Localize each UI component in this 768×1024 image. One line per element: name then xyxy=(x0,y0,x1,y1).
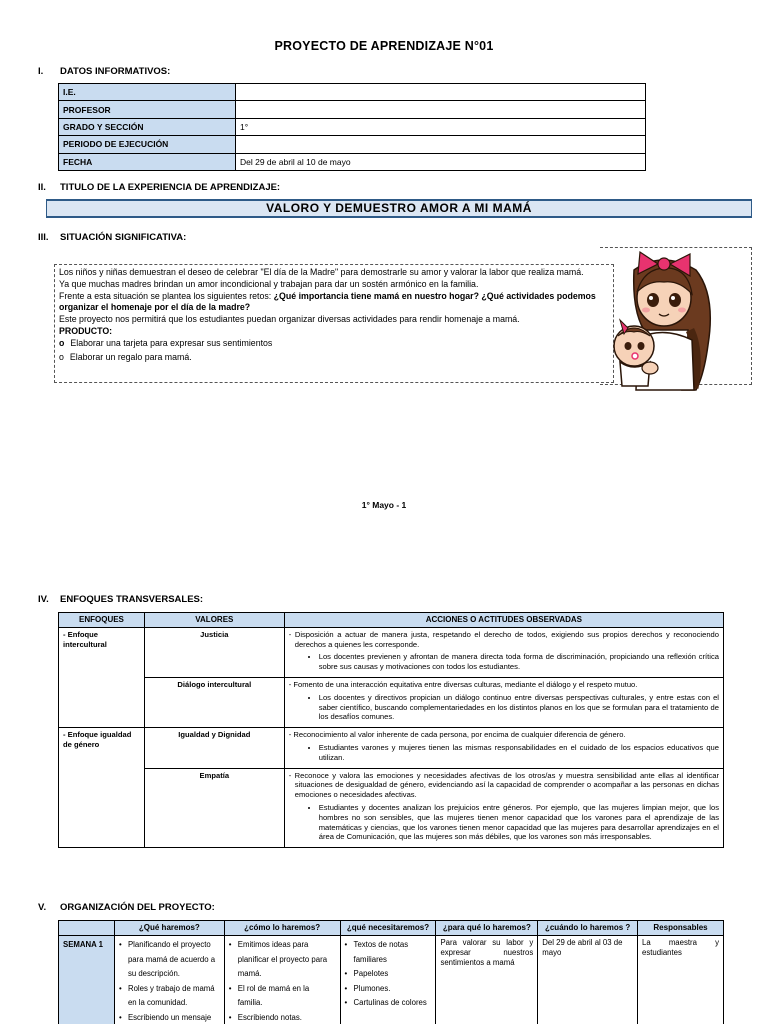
action-bullet: • Estudiantes varones y mujeres tienen las mismas responsabilidades en el cuidado de los espacios educativos que utilizan. xyxy=(319,743,719,763)
section-number: I. xyxy=(38,66,44,77)
list-item: • Roles y trabajo de mamá en la comunidad. xyxy=(119,982,220,1011)
info-row xyxy=(59,153,646,170)
page-marker: 1° Mayo - 1 xyxy=(361,500,407,510)
action-lead: - Disposición a actuar de manera justa, respetando el derecho de todos, exigiendo sus propios derechos y reconociendo derechos a quienes les corresponde. xyxy=(288,629,719,649)
column-header: ENFOQUES xyxy=(59,613,145,628)
info-label: PROFESOR xyxy=(59,101,236,118)
product-item xyxy=(59,338,609,349)
situation-paragraph: Ya que muchas madres brindan un amor incondicional y trabajan para dar un sostén armónico en la familia. xyxy=(59,279,479,289)
table-row xyxy=(59,936,724,1024)
document-title: PROYECTO DE APRENDIZAJE N°01 xyxy=(274,39,494,53)
organizacion-table xyxy=(58,920,724,1024)
list-item: • Emitimos ideas para planificar el proyecto para mamá. xyxy=(229,938,336,982)
table-row xyxy=(59,627,724,677)
table-header-row xyxy=(59,613,724,628)
mother-and-baby-illustration xyxy=(604,250,736,392)
column-header: ¿para qué lo haremos? xyxy=(436,921,538,936)
situation-challenge xyxy=(59,291,609,313)
valor-cell: Empatía xyxy=(144,768,284,848)
acciones-cell xyxy=(284,627,723,677)
info-value xyxy=(236,101,646,118)
section-label: ORGANIZACIÓN DEL PROYECTO: xyxy=(60,902,215,913)
product-bullet: o xyxy=(59,338,65,348)
enfoques-table xyxy=(58,612,724,848)
situation-paragraph: Los niños y niñas demuestran el deseo de celebrar "El día de la Madre" para demostrarle su amor y valorar la labor que realiza mamá. xyxy=(59,267,584,277)
list-item: • Planificando el proyecto para mamá de acuerdo a su descripción. xyxy=(119,938,220,982)
column-header: ACCIONES O ACTITUDES OBSERVADAS xyxy=(284,613,723,628)
valor-cell: Justicia xyxy=(144,627,284,677)
list-item: • Cartulinas de colores xyxy=(345,996,432,1011)
enfoque-cell: - Enfoque intercultural xyxy=(59,627,145,727)
section-label: TITULO DE LA EXPERIENCIA DE APRENDIZAJE: xyxy=(60,182,281,193)
product-bullet: o xyxy=(59,352,64,362)
acciones-cell xyxy=(284,677,723,727)
info-label: FECHA xyxy=(59,153,236,170)
necesitaremos-cell xyxy=(340,936,436,1024)
table-row xyxy=(59,677,724,727)
valor-cell: Diálogo intercultural xyxy=(144,677,284,727)
info-label: PERIODO DE EJECUCIÓN xyxy=(59,136,236,153)
product-item xyxy=(59,352,609,363)
table-row xyxy=(59,728,724,768)
section-label: SITUACIÓN SIGNIFICATIVA: xyxy=(60,232,187,243)
enfoque-cell: - Enfoque igualdad de género xyxy=(59,728,145,848)
valor-cell: Igualdad y Dignidad xyxy=(144,728,284,768)
acciones-cell xyxy=(284,728,723,768)
column-header: ¿cuándo lo haremos ? xyxy=(538,921,638,936)
info-value: Del 29 de abril al 10 de mayo xyxy=(236,153,646,170)
info-row xyxy=(59,101,646,118)
product-text: Elaborar un regalo para mamá. xyxy=(69,352,192,362)
acciones-cell xyxy=(284,768,723,848)
section-number: III. xyxy=(38,232,49,243)
que-cell xyxy=(114,936,224,1024)
list-item: • El rol de mamá en la familia. xyxy=(229,982,336,1011)
section-number: V. xyxy=(38,902,47,913)
info-row xyxy=(59,84,646,101)
list-item: • Escribiendo un mensaje xyxy=(119,1011,220,1024)
column-header xyxy=(59,921,115,936)
semana-cell: SEMANA 1 xyxy=(59,936,115,1024)
product-label: PRODUCTO: xyxy=(59,326,113,336)
info-value xyxy=(236,84,646,101)
challenge-lead: Frente a esta situación se plantea los siguientes retos: xyxy=(59,291,274,301)
column-header: ¿cómo lo haremos? xyxy=(224,921,340,936)
section-heading-organizacion xyxy=(38,902,215,913)
action-bullet: • Los docentes previenen y afrontan de manera directa toda forma de discriminación, propiciando una reflexión crítica sobre sus causas y motivaciones con todos los estudiantes. xyxy=(319,652,719,672)
info-value xyxy=(236,136,646,153)
list-item: • Textos de notas familiares xyxy=(345,938,432,967)
section-heading-datos xyxy=(38,66,170,77)
section-heading-situacion xyxy=(38,232,186,243)
responsables-cell: La maestra y estudiantes xyxy=(638,936,724,1024)
como-cell xyxy=(224,936,340,1024)
list-item: • Papelotes xyxy=(345,967,432,982)
section-label: ENFOQUES TRANSVERSALES: xyxy=(60,594,204,605)
section-heading-enfoques xyxy=(38,594,203,605)
cuando-cell: Del 29 de abril al 03 de mayo xyxy=(538,936,638,1024)
column-header: VALORES xyxy=(144,613,284,628)
section-label: DATOS INFORMATIVOS: xyxy=(60,66,171,77)
action-bullet: • Estudiantes y docentes analizan los prejuicios entre géneros. Por ejemplo, que las mujeres limpian mejor, que los hombres no son sensibles, que las mujeres tienen menor capacidad que los varones para el aprendizaje de las matemáticas y ciencias, que los varones tienen menor capacidad que las mujeres para desarrollar aprendizajes en el área de Comunicación, que las mujeres son más débiles, que los varones son más irresponsables. xyxy=(319,803,719,842)
info-row xyxy=(59,136,646,153)
info-label: I.E. xyxy=(59,84,236,101)
section-number: II. xyxy=(38,182,46,193)
info-value: 1° xyxy=(236,118,646,135)
action-lead: - Reconocimiento al valor inherente de cada persona, por encima de cualquier diferencia de género. xyxy=(288,730,626,740)
action-lead: - Fomento de una interacción equitativa entre diversas culturas, mediante el diálogo y el respeto mutuo. xyxy=(288,679,638,689)
column-header: ¿Qué haremos? xyxy=(114,921,224,936)
column-header: ¿qué necesitaremos? xyxy=(340,921,436,936)
action-lead: - Reconoce y valora las emociones y necesidades afectivas de los otros/as y muestra sensibilidad ante ellas al identificar situaciones de desigualdad de género, evidenciando así la capacidad de comprender o acompañar a las personas en dichas emociones o necesidades afectivas. xyxy=(288,770,719,800)
situation-box xyxy=(54,264,614,383)
info-label: GRADO Y SECCIÓN xyxy=(59,118,236,135)
action-bullet: • Los docentes y directivos propician un diálogo continuo entre diversas perspectivas culturales, y entre estas con el saber científico, buscando complementariedades en los distintos planos en los que se formulan para el tratamiento de los desafíos comunes. xyxy=(319,693,719,722)
info-table xyxy=(58,83,646,171)
section-number: IV. xyxy=(38,594,49,605)
list-item: • Escribiendo notas. xyxy=(229,1011,336,1024)
product-text: Elaborar una tarjeta para expresar sus sentimientos xyxy=(70,338,273,348)
situation-paragraph: Este proyecto nos permitirá que los estudiantes puedan organizar diversas actividades para rendir homenaje a mamá. xyxy=(59,314,520,324)
table-row xyxy=(59,768,724,848)
challenge-questions: ¿Qué importancia tiene mamá en nuestro hogar? ¿Qué actividades podemos organizar el homenaje por el día de la madre? xyxy=(59,291,596,312)
experience-title-banner: VALORO Y DEMUESTRO AMOR A MI MAMÁ xyxy=(46,199,752,218)
section-heading-titulo xyxy=(38,182,280,193)
column-header: Responsables xyxy=(638,921,724,936)
list-item: • Plumones. xyxy=(345,982,432,997)
table-header-row xyxy=(59,921,724,936)
para-que-cell: Para valorar su labor y expresar nuestros sentimientos a mamá xyxy=(436,936,538,1024)
info-row xyxy=(59,118,646,135)
